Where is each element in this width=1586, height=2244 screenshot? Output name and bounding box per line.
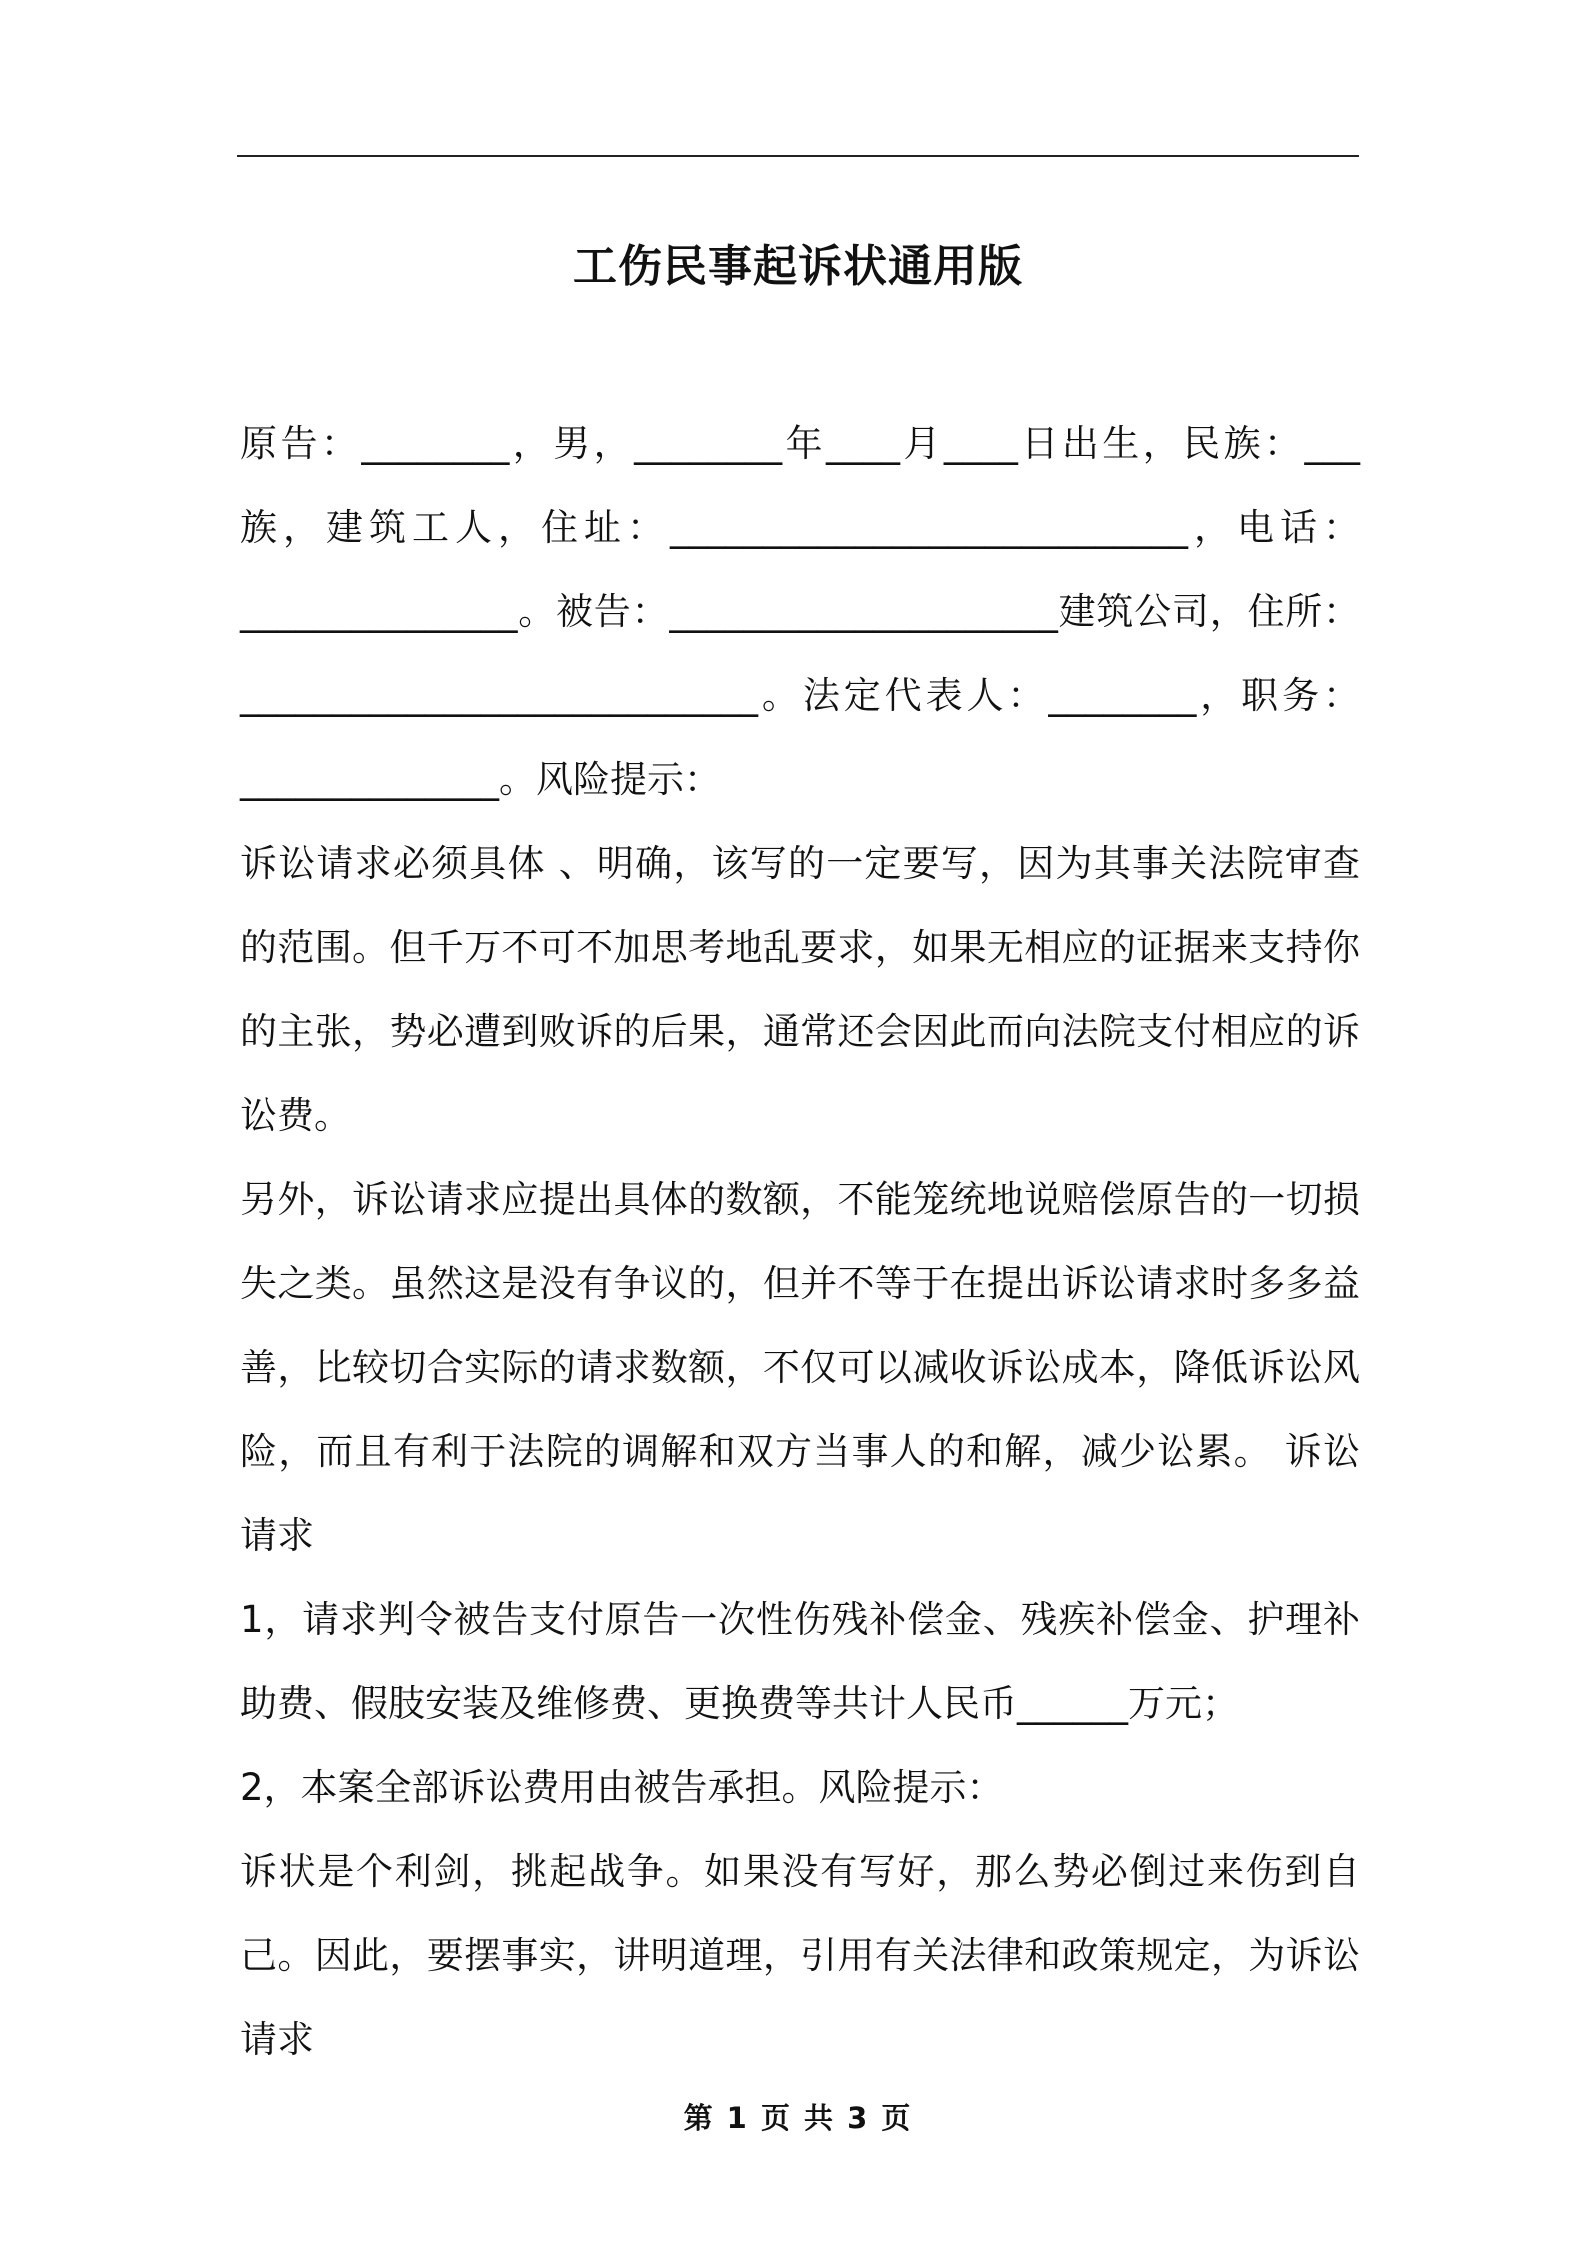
risk-note-paragraph: 诉讼请求必须具体 、明确，该写的一定要写，因为其事关法院审查的范围。但千万不可不加思考地乱要求，如果无相应的证据来支持你的主张，势必遭到败诉的后果，通常还会因此而向法院支付相应的诉讼费。: [240, 842, 1360, 1137]
claim-amount-paragraph: 另外，诉讼请求应提出具体的数额，不能笼统地说赔偿原告的一切损失之类。虽然这是没有争议的，但并不等于在提出诉讼请求时多多益善，比较切合实际的请求数额，不仅可以减收诉讼成本，降低诉讼风险，而且有利于法院的调解和双方当事人的和解，减少讼累。 诉讼请求: [240, 1178, 1360, 1557]
claim-item-2: 2，本案全部诉讼费用由被告承担。风险提示：: [240, 1766, 1004, 1809]
claim-item-1: 1，请求判令被告支付原告一次性伤残补偿金、残疾补偿金、护理补助费、假肢安装及维修费、更换费等共计人民币______万元；: [240, 1598, 1360, 1725]
document-title: 工伤民事起诉状通用版: [573, 241, 1023, 293]
page-number: 第 1 页 共 3 页: [683, 2101, 913, 2135]
document-body: [240, 402, 1360, 2082]
header-rule: [237, 155, 1359, 157]
parties-paragraph: 原告：________，男，________年____月____日出生，民族：___族，建筑工人，住址：____________________________，电话：_______________。被告：_____________________建筑公司，住所：____________________________。法定代表人：________，职务：______________。风险提示：: [240, 422, 1360, 801]
facts-paragraph: 诉状是个利剑，挑起战争。如果没有写好，那么势必倒过来伤到自己。因此，要摆事实，讲明道理，引用有关法律和政策规定，为诉讼请求: [240, 1850, 1360, 2061]
